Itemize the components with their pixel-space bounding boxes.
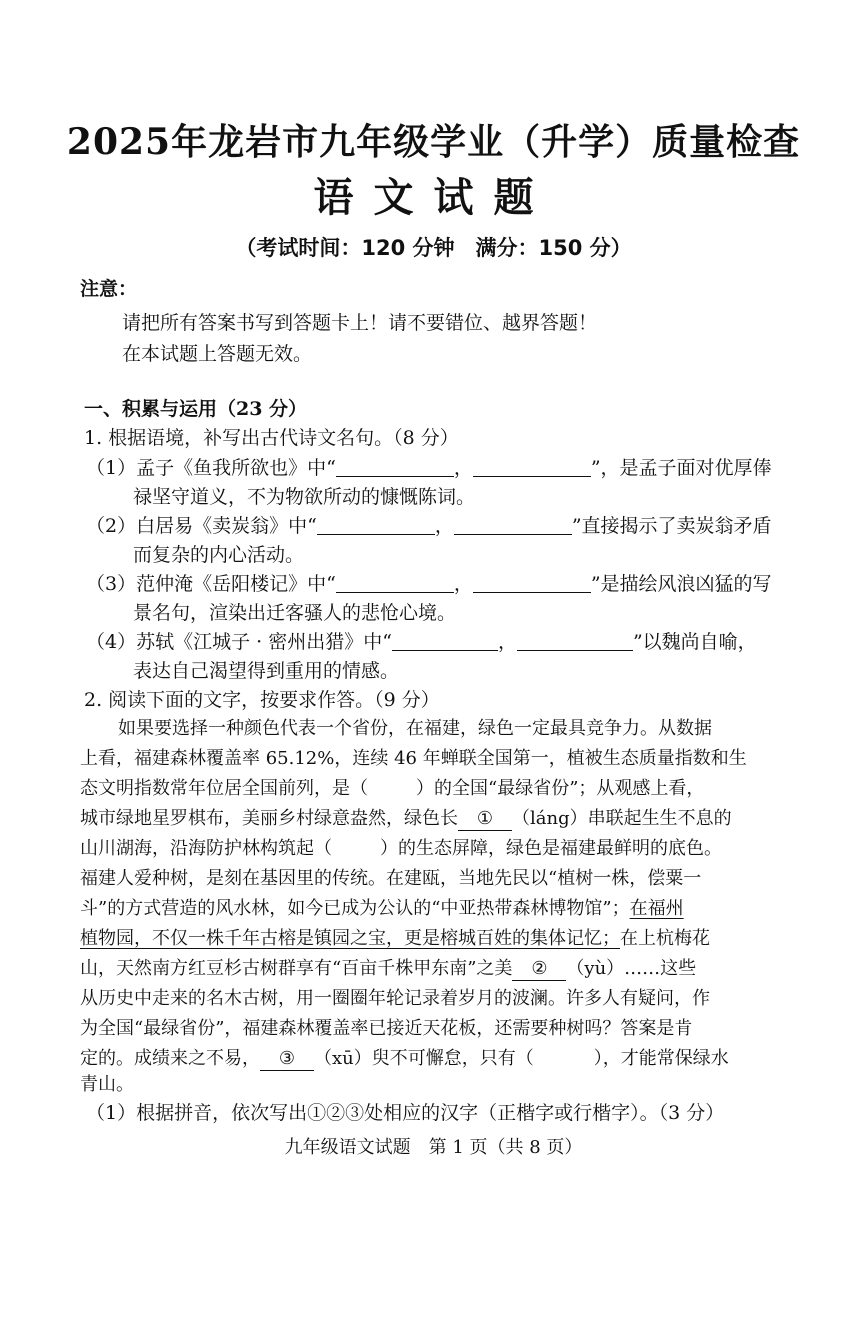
question-1-stem: 1. 根据语境，补写出古代诗文名句。（8 分）: [84, 427, 459, 449]
passage-line: 福建人爱种树，是刻在基因里的传统。在建瓯，当地先民以“植树一株，偿粟一: [80, 868, 702, 889]
q1-item-3: （3）范仲淹《岳阳楼记》中“ ， ”是描绘风浪凶猛的写: [86, 573, 772, 595]
answer-blank: [317, 514, 435, 535]
passage-line: 为全国“最绿省份”，福建森林覆盖率已接近天花板，还需要种树吗？答案是肯: [80, 1018, 693, 1039]
blank-marker-3: ③: [260, 1048, 314, 1071]
answer-blank: [473, 572, 591, 593]
passage-line: 从历史中走来的名木古树，用一圈圈年轮记录着岁月的波澜。许多人有疑问，作: [80, 988, 710, 1009]
answer-blank: [336, 456, 454, 477]
blank-marker-1: ①: [458, 808, 512, 831]
q1-item-4-cont: 表达自己渴望得到重用的情感。: [133, 660, 400, 682]
q1-item-3-cont: 景名句，渲染出迁客骚人的悲怆心境。: [133, 602, 457, 624]
notice-line-1: 请把所有答案书写到答题卡上！请不要错位、越界答题！: [122, 312, 598, 334]
passage-line: 定的。成绩来之不易， ③ （xū）臾不可懈怠，只有（ ），才能常保绿水: [80, 1048, 729, 1069]
answer-blank: [473, 456, 591, 477]
section-heading: 一、积累与运用（23 分）: [84, 398, 308, 420]
q1-item-4: （4）苏轼《江城子 · 密州出猎》中“ ， ”以魏尚自喻，: [86, 631, 757, 653]
answer-blank: [517, 630, 633, 651]
q1-item-2: （2）白居易《卖炭翁》中“ ， ”直接揭示了卖炭翁矛盾: [86, 515, 772, 537]
q1-item-1: （1）孟子《鱼我所欲也》中“ ， ”，是孟子面对优厚俸: [86, 457, 772, 479]
passage-line: 山川湖海，沿海防护林构筑起（ ）的生态屏障，绿色是福建最鲜明的底色。: [80, 838, 722, 859]
q1-item-2-cont: 而复杂的内心活动。: [133, 544, 305, 566]
exam-title: 2025年龙岩市九年级学业（升学）质量检查: [66, 121, 801, 163]
passage-line: 态文明指数常年位居全国前列，是（ ）的全国“最绿省份”；从观感上看，: [80, 778, 705, 799]
passage-line: 城市绿地星罗棋布，美丽乡村绿意盎然，绿色长 ① （láng）串联起生生不息的: [80, 808, 732, 829]
notice-line-2: 在本试题上答题无效。: [122, 343, 313, 365]
subject-title: 语文试题: [313, 174, 554, 221]
underlined-sentence: 在福州: [629, 898, 684, 919]
q1-item-1-cont: 禄坚守道义，不为物欲所动的慷慨陈词。: [133, 486, 476, 508]
notice-label: 注意：: [80, 278, 138, 300]
passage-line: 青山。: [80, 1074, 134, 1095]
passage-line: 如果要选择一种颜色代表一个省份，在福建，绿色一定最具竞争力。从数据: [118, 718, 712, 739]
blank-marker-2: ②: [512, 958, 566, 981]
answer-blank: [336, 572, 454, 593]
exam-info: （考试时间：120 分钟 满分：150 分）: [235, 236, 632, 260]
page-footer: 九年级语文试题 第 1 页（共 8 页）: [284, 1137, 583, 1158]
question-2-stem: 2. 阅读下面的文字，按要求作答。（9 分）: [84, 689, 440, 711]
answer-blank: [392, 630, 498, 651]
answer-blank: [454, 514, 572, 535]
passage-line: 山，天然南方红豆杉古树群享有“百亩千株甲东南”之美 ② （yù）……这些: [80, 958, 697, 979]
q2-sub-1: （1）根据拼音，依次写出①②③处相应的汉字（正楷字或行楷字）。（3 分）: [86, 1102, 725, 1124]
passage-line: 斗”的方式营造的风水林，如今已成为公认的“中亚热带森林博物馆”；在福州: [80, 898, 684, 919]
passage-line: 上看，福建森林覆盖率 65.12%，连续 46 年蝉联全国第一，植被生态质量指数和生: [80, 748, 747, 769]
underlined-sentence: 植物园，不仅一株千年古榕是镇园之宝，更是榕城百姓的集体记忆；: [80, 928, 620, 949]
passage-line: 植物园，不仅一株千年古榕是镇园之宝，更是榕城百姓的集体记忆；在上杭梅花: [80, 928, 710, 949]
